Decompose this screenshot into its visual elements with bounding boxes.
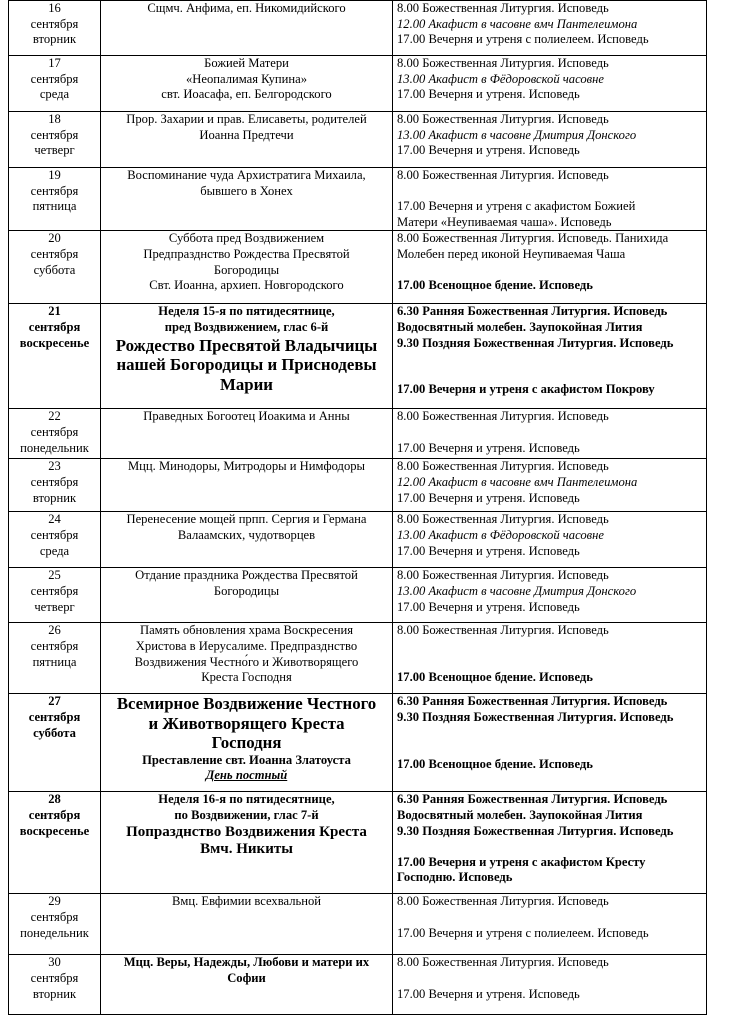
services-cell: [393, 792, 707, 894]
service-line: 6.30 Ранняя Божественная Литургия. Исповедь: [397, 792, 668, 807]
schedule-row: [9, 694, 707, 792]
date-line: понедельник: [20, 440, 89, 455]
date-line: четверг: [34, 143, 75, 158]
schedule-row: [9, 304, 707, 409]
date-line: 27: [48, 694, 61, 709]
spacer: [397, 184, 702, 200]
date-line: сентября: [30, 583, 79, 598]
schedule-row: [9, 512, 707, 568]
schedule-row: [9, 955, 707, 1015]
date-line: сентября: [30, 638, 79, 653]
feast-line: Отдание праздника Рождества Пресвятой: [135, 568, 358, 583]
date-cell: [9, 623, 101, 694]
date-cell: [9, 568, 101, 623]
schedule-table: [8, 0, 707, 1015]
schedule-row: [9, 792, 707, 894]
services-cell: [393, 623, 707, 694]
schedule-row: [9, 112, 707, 168]
date-cell: [9, 304, 101, 409]
schedule-row: [9, 459, 707, 512]
date-line: среда: [39, 543, 70, 558]
services-cell: [393, 231, 707, 304]
feast-line: Перенесение мощей прпп. Сергия и Германа: [126, 512, 367, 527]
date-line: сентября: [30, 527, 79, 542]
feast-line: Попразднство Воздвижения Креста: [126, 823, 367, 840]
date-line: 20: [48, 231, 61, 246]
date-line: 28: [48, 792, 61, 807]
service-line: 17.00 Вечерня и утреня с акафистом Божией: [397, 199, 636, 214]
service-line: 8.00 Божественная Литургия. Исповедь: [397, 568, 609, 583]
service-line: 17.00 Вечерня и утреня. Исповедь: [397, 543, 580, 558]
date-line: 17: [48, 56, 61, 70]
date-cell: [9, 792, 101, 894]
schedule-row: [9, 56, 707, 112]
service-line: 8.00 Божественная Литургия. Исповедь: [397, 459, 609, 474]
service-line: 8.00 Божественная Литургия. Исповедь: [397, 1, 609, 15]
service-line: 13.00 Акафист в Фёдоровской часовне: [397, 527, 604, 542]
schedule-row: [9, 623, 707, 694]
service-line: Молебен перед иконой Неупиваемая Чаша: [397, 246, 626, 261]
feast-line: Воспоминание чуда Архистратига Михаила,: [127, 168, 366, 182]
service-line: 12.00 Акафист в часовне вмч Пантелеимона: [397, 474, 638, 489]
service-line: 17.00 Вечерня и утреня. Исповедь: [397, 986, 580, 1001]
feast-cell: [101, 1, 393, 56]
date-line: сентября: [30, 127, 79, 142]
date-line: сентября: [30, 71, 79, 86]
date-line: суббота: [33, 262, 76, 277]
feast-cell: [101, 955, 393, 1015]
feast-cell: [101, 168, 393, 231]
date-line: 22: [48, 409, 61, 424]
service-line: 17.00 Вечерня и утреня. Исповедь: [397, 490, 580, 505]
spacer: [397, 639, 702, 670]
service-line: 13.00 Акафист в часовне Дмитрия Донского: [397, 127, 637, 142]
service-line: Водосвятный молебен. Заупокойная Лития: [397, 319, 643, 334]
feast-cell: [101, 568, 393, 623]
service-line: 8.00 Божественная Литургия. Исповедь. Панихида: [397, 231, 669, 246]
date-line: 19: [48, 168, 61, 182]
feast-line: Праведных Богоотец Иоакима и Анны: [143, 409, 350, 424]
service-line: 17.00 Вечерня и утреня с акафистом Кресту: [397, 854, 646, 869]
feast-line: Марии: [220, 374, 273, 394]
feast-line: Богородицы: [213, 262, 280, 277]
service-line: Господню. Исповедь: [397, 870, 513, 885]
feast-line: Воздвижения Честно́го и Животворящего: [134, 654, 359, 669]
schedule-row: [9, 168, 707, 231]
date-line: сентября: [30, 424, 79, 439]
service-line: 17.00 Вечерня и утреня. Исповедь: [397, 599, 580, 614]
feast-line: Креста Господня: [201, 670, 292, 685]
service-line: 8.00 Божественная Литургия. Исповедь: [397, 168, 609, 182]
date-cell: [9, 56, 101, 112]
date-line: сентября: [28, 709, 81, 724]
feast-line: Рождество Пресвятой Владычицы: [115, 335, 378, 355]
service-line: 8.00 Божественная Литургия. Исповедь: [397, 623, 609, 638]
date-line: воскресенье: [19, 335, 90, 350]
feast-line: Преставление свт. Иоанна Златоуста: [142, 752, 351, 767]
date-line: сентября: [30, 16, 79, 31]
feast-cell: [101, 56, 393, 112]
date-line: сентября: [28, 807, 81, 822]
feast-line: День постный: [205, 768, 288, 783]
date-line: сентября: [30, 909, 79, 924]
service-line: 12.00 Акафист в часовне вмч Пантелеимона: [397, 16, 638, 31]
service-line: 17.00 Вечерня и утреня с полиелеем. Исповедь: [397, 925, 649, 940]
service-line: 9.30 Поздняя Божественная Литургия. Исповедь: [397, 335, 674, 350]
feast-line: Память обновления храма Воскресения: [140, 623, 353, 638]
date-cell: [9, 955, 101, 1015]
feast-cell: [101, 459, 393, 512]
service-line: 8.00 Божественная Литургия. Исповедь: [397, 955, 609, 970]
service-line: 17.00 Всенощное бдение. Исповедь: [397, 756, 593, 771]
feast-line: свт. Иоасафа, еп. Белгородского: [161, 87, 332, 102]
services-cell: [393, 1, 707, 56]
feast-line: Вмц. Евфимии всехвальной: [172, 894, 321, 909]
date-line: вторник: [32, 490, 77, 505]
schedule-row: [9, 568, 707, 623]
date-line: среда: [39, 87, 70, 102]
spacer: [397, 726, 702, 757]
date-line: сентября: [28, 319, 81, 334]
service-line: 8.00 Божественная Литургия. Исповедь: [397, 512, 609, 527]
feast-line: бывшего в Хонех: [200, 183, 293, 198]
feast-line: Валаамских, чудотворцев: [177, 527, 316, 542]
feast-line: Божией Матери: [204, 56, 289, 70]
date-line: понедельник: [20, 925, 89, 940]
date-line: 29: [48, 894, 61, 909]
date-cell: [9, 168, 101, 231]
spacer: [397, 910, 702, 926]
schedule-body: [9, 1, 707, 1015]
date-line: сентября: [30, 474, 79, 489]
feast-line: Софии: [227, 970, 266, 985]
date-cell: [9, 894, 101, 955]
service-line: 13.00 Акафист в Фёдоровской часовне: [397, 71, 604, 86]
feast-line: Неделя 16-я по пятидесятнице,: [158, 792, 335, 807]
service-line: 9.30 Поздняя Божественная Литургия. Исповедь: [397, 709, 674, 724]
date-line: 25: [48, 568, 61, 583]
date-cell: [9, 409, 101, 459]
date-line: сентября: [30, 183, 79, 198]
feast-line: нашей Богородицы и Приснодевы: [116, 355, 377, 375]
services-cell: [393, 304, 707, 409]
services-cell: [393, 955, 707, 1015]
services-cell: [393, 409, 707, 459]
service-line: Матери «Неупиваемая чаша». Исповедь: [397, 214, 612, 229]
date-line: пятница: [32, 654, 77, 669]
feast-line: пред Воздвижением, глас 6-й: [164, 319, 329, 334]
feast-cell: [101, 894, 393, 955]
feast-cell: [101, 409, 393, 459]
feast-line: Богородицы: [213, 583, 280, 598]
services-cell: [393, 112, 707, 168]
date-cell: [9, 694, 101, 792]
date-line: сентября: [30, 970, 79, 985]
schedule-row: [9, 894, 707, 955]
date-line: 24: [48, 512, 61, 527]
service-line: 17.00 Вечерня и утреня с акафистом Покрову: [397, 382, 655, 397]
date-line: вторник: [32, 986, 77, 1001]
feast-cell: [101, 231, 393, 304]
service-line: 8.00 Божественная Литургия. Исповедь: [397, 894, 609, 909]
service-line: 8.00 Божественная Литургия. Исповедь: [397, 112, 609, 126]
feast-line: Свт. Иоанна, архиеп. Новгородского: [149, 278, 344, 293]
feast-line: Всемирное Воздвижение Честного: [116, 694, 377, 714]
date-line: 16: [48, 1, 61, 15]
service-line: 17.00 Всенощное бдение. Исповедь: [397, 669, 593, 684]
service-line: 17.00 Всенощное бдение. Исповедь: [397, 278, 593, 293]
feast-line: Сщмч. Анфима, еп. Никомидийского: [147, 1, 346, 15]
service-line: 17.00 Вечерня и утреня. Исповедь: [397, 87, 580, 102]
feast-line: Христова в Иерусалиме. Предпразднство: [135, 638, 358, 653]
date-line: 23: [48, 459, 61, 474]
date-cell: [9, 231, 101, 304]
feast-line: Предпразднство Рождества Пресвятой: [143, 246, 350, 261]
service-line: 9.30 Поздняя Божественная Литургия. Исповедь: [397, 823, 674, 838]
feast-line: Господня: [211, 733, 282, 753]
date-line: пятница: [32, 199, 77, 214]
spacer: [397, 351, 702, 382]
date-line: 30: [48, 955, 61, 970]
feast-cell: [101, 792, 393, 894]
service-line: 8.00 Божественная Литургия. Исповедь: [397, 56, 609, 70]
feast-cell: [101, 623, 393, 694]
schedule-row: [9, 1, 707, 56]
date-line: 18: [48, 112, 61, 126]
feast-line: Мцц. Минодоры, Митродоры и Нимфодоры: [127, 459, 366, 474]
services-cell: [393, 459, 707, 512]
service-line: 13.00 Акафист в часовне Дмитрия Донского: [397, 583, 637, 598]
date-line: воскресенье: [19, 823, 90, 838]
service-line: 8.00 Божественная Литургия. Исповедь: [397, 409, 609, 424]
feast-cell: [101, 304, 393, 409]
schedule-row: [9, 409, 707, 459]
service-line: 6.30 Ранняя Божественная Литургия. Исповедь: [397, 304, 668, 319]
feast-line: Вмч. Никиты: [200, 840, 293, 857]
service-line: 6.30 Ранняя Божественная Литургия. Исповедь: [397, 694, 668, 709]
date-cell: [9, 512, 101, 568]
services-cell: [393, 512, 707, 568]
spacer: [397, 971, 702, 987]
feast-cell: [101, 112, 393, 168]
services-cell: [393, 568, 707, 623]
service-line: 17.00 Вечерня и утреня с полиелеем. Исповедь: [397, 32, 649, 47]
schedule-row: [9, 231, 707, 304]
date-line: 21: [48, 304, 61, 319]
services-cell: [393, 894, 707, 955]
spacer: [397, 425, 702, 441]
services-cell: [393, 694, 707, 792]
date-line: сентября: [30, 246, 79, 261]
service-line: Водосвятный молебен. Заупокойная Лития: [397, 807, 643, 822]
feast-line: Мцц. Веры, Надежды, Любови и матери их: [123, 955, 370, 970]
feast-line: «Неопалимая Купина»: [185, 71, 307, 86]
feast-line: по Воздвижении, глас 7-й: [174, 807, 319, 822]
services-cell: [393, 56, 707, 112]
date-cell: [9, 112, 101, 168]
service-line: 17.00 Вечерня и утреня. Исповедь: [397, 143, 580, 158]
feast-line: Иоанна Предтечи: [199, 127, 294, 142]
date-line: четверг: [34, 599, 75, 614]
date-line: суббота: [33, 725, 76, 740]
date-cell: [9, 1, 101, 56]
services-cell: [393, 168, 707, 231]
service-line: 17.00 Вечерня и утреня. Исповедь: [397, 440, 580, 455]
feast-line: Суббота пред Воздвижением: [168, 231, 325, 246]
feast-line: Неделя 15-я по пятидесятнице,: [158, 304, 335, 319]
spacer: [397, 263, 702, 279]
feast-line: Прор. Захарии и прав. Елисаветы, родителей: [126, 112, 367, 126]
date-line: вторник: [32, 32, 77, 47]
date-line: 26: [48, 623, 61, 638]
feast-line: и Животворящего Креста: [148, 713, 345, 733]
feast-cell: [101, 694, 393, 792]
feast-cell: [101, 512, 393, 568]
spacer: [397, 839, 702, 855]
date-cell: [9, 459, 101, 512]
